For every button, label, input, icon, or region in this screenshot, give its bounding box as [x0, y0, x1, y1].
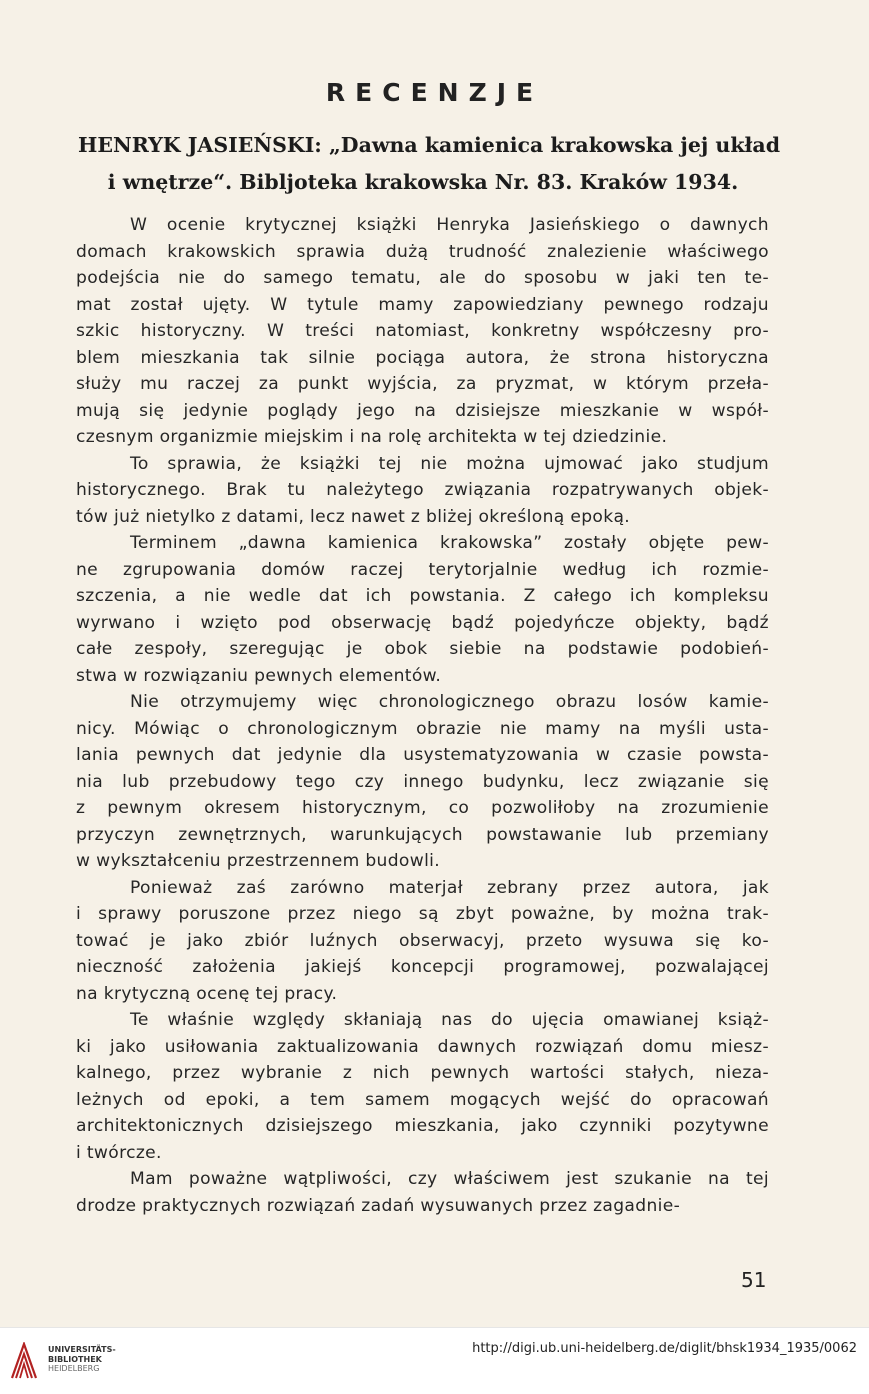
text-line: Mam poważne wątpliwości, czy właściwem jest szukanie na tej: [130, 1169, 769, 1189]
text-line: Ponieważ zaś zarówno materjał zebrany przez autora, jak: [130, 877, 769, 898]
text-line: drodze praktycznych rozwiązań zadań wysuwanych przez zagadnie-: [76, 1195, 681, 1216]
page-number: 51: [741, 1268, 767, 1292]
text-line: czesnym organizmie miejskim i na rolę architekta w tej dziedzinie.: [76, 427, 668, 447]
text-line: mują się jedynie poglądy jego na dzisiejsze mieszkanie w współ-: [76, 400, 769, 421]
paragraph: [76, 689, 769, 875]
text-line: nieczność założenia jakiejś koncepcji programowej, pozwalającej: [76, 957, 769, 977]
logo-line-1: UNIVERSITÄTS-: [48, 1345, 116, 1354]
text-line: na krytyczną ocenę tej pracy.: [76, 983, 338, 1004]
text-line: ne zgrupowania domów raczej terytorjalnie według ich rozmie-: [76, 559, 769, 580]
paragraph: [76, 1007, 769, 1166]
logo-line-3: HEIDELBERG: [48, 1364, 100, 1373]
text-line: ki jako usiłowania zaktualizowania dawnych rozwiązań domu miesz-: [76, 1036, 769, 1057]
logo-line-2: BIBLIOTHEK: [48, 1354, 102, 1364]
text-line: leżnych od epoki, a tem samem mogących wejść do opracowań: [76, 1089, 769, 1110]
review-title-line-2: i wnętrze“. Bibljoteka krakowska Nr. 83. Kraków 1934.: [107, 170, 739, 194]
text-line: stwa w rozwiązaniu pewnych elementów.: [76, 665, 442, 686]
text-line: przyczyn zewnętrznych, warunkujących powstawanie lub przemiany: [76, 824, 769, 845]
paragraph: [76, 1166, 769, 1219]
text-line: szkic historyczny. W treści natomiast, konkretny współczesny pro-: [76, 321, 769, 341]
library-logo-text: [48, 1345, 116, 1374]
text-line: blem mieszkania tak silnie pociąga autora, że strona historyczna: [76, 347, 769, 368]
text-line: szczenia, a nie wedle dat ich powstania. Z całego ich kompleksu: [76, 586, 769, 606]
review-title-line-1: HENRYK JASIEŃSKI: „Dawna kamienica krakowska jej układ: [78, 133, 781, 157]
text-line: historycznego. Brak tu należytego związania rozpatrywanych objek-: [76, 480, 769, 500]
text-line: kalnego, przez wybranie z nich pewnych wartości stałych, nieza-: [76, 1063, 769, 1083]
text-line: architektonicznych dzisiejszego mieszkania, jako czynniki pozytywne: [76, 1116, 769, 1136]
text-line: W ocenie krytycznej książki Henryka Jasieńskiego o dawnych: [130, 215, 769, 235]
text-line: nicy. Mówiąc o chronologicznym obrazie nie mamy na myśli usta-: [76, 718, 769, 739]
text-line: wyrwano i wzięto pod obserwację bądź pojedyńcze objekty, bądź: [76, 612, 769, 633]
paragraph: [76, 451, 769, 531]
text-line: podejścia nie do samego tematu, ale do sposobu w jaki ten te-: [76, 268, 769, 288]
review-body: [76, 212, 769, 1219]
footer-bar: [0, 1327, 869, 1394]
text-line: mat został ujęty. W tytule mamy zapowiedziany pewnego rodzaju: [76, 294, 769, 315]
text-line: Te właśnie względy skłaniają nas do ujęcia omawianej książ-: [130, 1010, 769, 1030]
paragraph: [76, 212, 769, 451]
text-line: i sprawy poruszone przez niego są zbyt poważne, by można trak-: [76, 904, 769, 924]
text-line: całe zespoły, szeregując je obok siebie na podstawie podobień-: [76, 639, 769, 659]
text-line: domach krakowskich sprawia dużą trudność znalezienie właściwego: [76, 241, 769, 262]
university-library-logo-icon: [10, 1342, 38, 1380]
text-line: To sprawia, że książki tej nie można ujmować jako studjum: [130, 453, 769, 474]
text-line: lania pewnych dat jedynie dla usystematyzowania w czasie powsta-: [76, 745, 769, 765]
text-line: z pewnym okresem historycznym, co pozwoliłoby na zrozumienie: [76, 798, 769, 818]
section-title: RECENZJE: [325, 78, 544, 107]
text-line: służy mu raczej za punkt wyjścia, za pryzmat, w którym przeła-: [76, 374, 769, 394]
paragraph: [76, 530, 769, 689]
text-line: nia lub przebudowy tego czy innego budynku, lecz związanie się: [76, 771, 769, 792]
text-line: i twórcze.: [76, 1142, 162, 1163]
text-line: Terminem „dawna kamienica krakowska” zostały objęte pew-: [130, 533, 769, 553]
text-line: Nie otrzymujemy więc chronologicznego obrazu losów kamie-: [130, 692, 769, 712]
text-line: tować je jako zbiór luźnych obserwacyj, przeto wysuwa się ko-: [76, 930, 769, 951]
permalink-url[interactable]: http://digi.ub.uni-heidelberg.de/diglit/bhsk1934_1935/0062: [472, 1341, 857, 1356]
paragraph: [76, 875, 769, 1008]
text-line: tów już nietylko z datami, lecz nawet z bliżej określoną epoką.: [76, 506, 631, 527]
text-line: w wykształceniu przestrzennem budowli.: [76, 851, 441, 871]
